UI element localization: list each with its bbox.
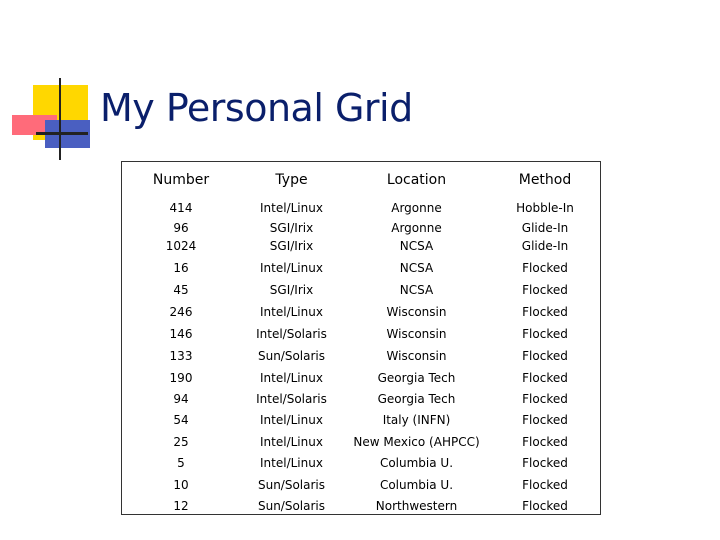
cell-method xyxy=(490,302,600,322)
cell-type-text: Intel/Linux xyxy=(260,435,323,449)
table-row xyxy=(122,302,600,322)
cell-type xyxy=(240,453,343,473)
table-row xyxy=(122,432,600,452)
cell-method xyxy=(490,346,600,366)
cell-number xyxy=(122,496,240,516)
cell-number-text: 16 xyxy=(173,261,189,275)
cell-number xyxy=(122,368,240,388)
table-row xyxy=(122,453,600,473)
cell-method xyxy=(490,496,600,516)
cell-location-text: Italy (INFN) xyxy=(382,413,451,427)
cell-number-text: 5 xyxy=(177,456,185,470)
cell-method xyxy=(490,453,600,473)
cell-location-text: Columbia U. xyxy=(379,456,454,470)
table-row xyxy=(122,475,600,495)
cell-method xyxy=(490,432,600,452)
cell-location-text: Columbia U. xyxy=(379,478,454,492)
cell-method-text: Glide-In xyxy=(521,221,569,235)
cell-number xyxy=(122,236,240,256)
cell-location xyxy=(343,280,490,300)
header-number: Number xyxy=(152,172,210,188)
table-row xyxy=(122,410,600,430)
logo-horizontal-line xyxy=(36,132,88,135)
cell-number-text: 45 xyxy=(173,283,189,297)
grid-table xyxy=(121,161,601,515)
cell-type-text: Intel/Linux xyxy=(260,261,323,275)
cell-number-text: 96 xyxy=(173,221,189,235)
cell-location-text: Wisconsin xyxy=(386,349,447,363)
cell-location xyxy=(343,198,490,238)
cell-method-text: Flocked xyxy=(522,499,568,513)
cell-number-text: 54 xyxy=(173,413,189,427)
cell-location-text: Wisconsin xyxy=(386,305,447,319)
cell-number xyxy=(122,432,240,452)
cell-location xyxy=(343,368,490,388)
cell-type-text: Intel/Linux xyxy=(260,456,323,470)
table-header-row xyxy=(122,162,600,198)
cell-location xyxy=(343,302,490,322)
cell-number-text: 1024 xyxy=(165,239,197,253)
cell-location xyxy=(343,258,490,278)
cell-number-text: 133 xyxy=(169,349,193,363)
cell-type-text: Sun/Solaris xyxy=(257,349,326,363)
cell-number-text: 246 xyxy=(169,305,193,319)
cell-type-text: SGI/Irix xyxy=(269,239,314,253)
cell-method-text: Flocked xyxy=(522,413,568,427)
table-row xyxy=(122,258,600,278)
cell-type xyxy=(240,368,343,388)
cell-number xyxy=(122,410,240,430)
table-row xyxy=(122,496,600,516)
cell-location xyxy=(343,346,490,366)
cell-method-text: Hobble-In xyxy=(516,201,574,215)
cell-location xyxy=(343,432,490,452)
table-row xyxy=(122,346,600,366)
cell-location-text: NCSA xyxy=(399,283,434,297)
cell-number xyxy=(122,453,240,473)
cell-type xyxy=(240,410,343,430)
cell-type-text: Sun/Solaris xyxy=(257,478,326,492)
cell-number-text: 10 xyxy=(173,478,189,492)
cell-type xyxy=(240,346,343,366)
cell-type-text: Intel/Linux xyxy=(260,201,323,215)
cell-location-text: New Mexico (AHPCC) xyxy=(353,435,480,449)
cell-location-text: Georgia Tech xyxy=(377,392,456,406)
cell-number-text: 12 xyxy=(173,499,189,513)
cell-type xyxy=(240,236,343,256)
cell-type-text: Intel/Solaris xyxy=(256,392,327,406)
cell-location-text: NCSA xyxy=(399,239,434,253)
table-row xyxy=(122,324,600,344)
cell-number-text: 25 xyxy=(173,435,189,449)
cell-type xyxy=(240,302,343,322)
cell-method-text: Flocked xyxy=(522,305,568,319)
cell-method-text: Flocked xyxy=(522,327,568,341)
cell-method-text: Flocked xyxy=(522,392,568,406)
cell-method xyxy=(490,258,600,278)
cell-location-text: Argonne xyxy=(391,201,442,215)
table-row xyxy=(122,198,600,238)
cell-number-text: 146 xyxy=(169,327,193,341)
cell-type xyxy=(240,198,343,238)
cell-number-text: 414 xyxy=(169,201,193,215)
cell-method-text: Flocked xyxy=(522,435,568,449)
cell-method xyxy=(490,198,600,238)
logo-vertical-line xyxy=(59,78,61,160)
cell-method-text: Flocked xyxy=(522,283,568,297)
cell-type xyxy=(240,258,343,278)
cell-method xyxy=(490,324,600,344)
cell-number xyxy=(122,280,240,300)
cell-method xyxy=(490,475,600,495)
table-row xyxy=(122,236,600,256)
cell-number xyxy=(122,389,240,409)
cell-location-text: Northwestern xyxy=(375,499,458,513)
cell-number-text: 94 xyxy=(173,392,189,406)
cell-method xyxy=(490,368,600,388)
cell-location-text: Argonne xyxy=(391,221,442,235)
cell-type xyxy=(240,475,343,495)
cell-location xyxy=(343,410,490,430)
cell-location xyxy=(343,475,490,495)
cell-location xyxy=(343,496,490,516)
cell-number xyxy=(122,324,240,344)
cell-method-text: Glide-In xyxy=(521,239,569,253)
cell-number xyxy=(122,302,240,322)
cell-type xyxy=(240,280,343,300)
cell-method-text: Flocked xyxy=(522,261,568,275)
cell-method-text: Flocked xyxy=(522,456,568,470)
cell-type-text: Intel/Linux xyxy=(260,305,323,319)
header-location: Location xyxy=(386,172,447,188)
cell-method xyxy=(490,236,600,256)
cell-type-text: Intel/Linux xyxy=(260,371,323,385)
cell-number xyxy=(122,198,240,238)
cell-type-text: SGI/Irix xyxy=(269,283,314,297)
cell-type xyxy=(240,324,343,344)
cell-location xyxy=(343,389,490,409)
table-row xyxy=(122,280,600,300)
table-row xyxy=(122,368,600,388)
cell-number xyxy=(122,258,240,278)
cell-location xyxy=(343,453,490,473)
table-row xyxy=(122,389,600,409)
cell-type xyxy=(240,389,343,409)
cell-type-text: SGI/Irix xyxy=(269,221,314,235)
cell-location-text: Wisconsin xyxy=(386,327,447,341)
cell-type xyxy=(240,496,343,516)
cell-number xyxy=(122,346,240,366)
cell-method-text: Flocked xyxy=(522,478,568,492)
cell-type-text: Sun/Solaris xyxy=(257,499,326,513)
cell-location xyxy=(343,236,490,256)
cell-method xyxy=(490,389,600,409)
cell-type-text: Intel/Linux xyxy=(260,413,323,427)
cell-method xyxy=(490,280,600,300)
cell-method-text: Flocked xyxy=(522,371,568,385)
cell-number-text: 190 xyxy=(169,371,193,385)
cell-method-text: Flocked xyxy=(522,349,568,363)
header-type: Type xyxy=(275,172,308,188)
cell-number xyxy=(122,475,240,495)
cell-location-text: NCSA xyxy=(399,261,434,275)
cell-location-text: Georgia Tech xyxy=(377,371,456,385)
cell-type-text: Intel/Solaris xyxy=(256,327,327,341)
cell-location xyxy=(343,324,490,344)
header-method: Method xyxy=(518,172,572,188)
cell-type xyxy=(240,432,343,452)
cell-method xyxy=(490,410,600,430)
slide-title: My Personal Grid xyxy=(100,86,413,130)
